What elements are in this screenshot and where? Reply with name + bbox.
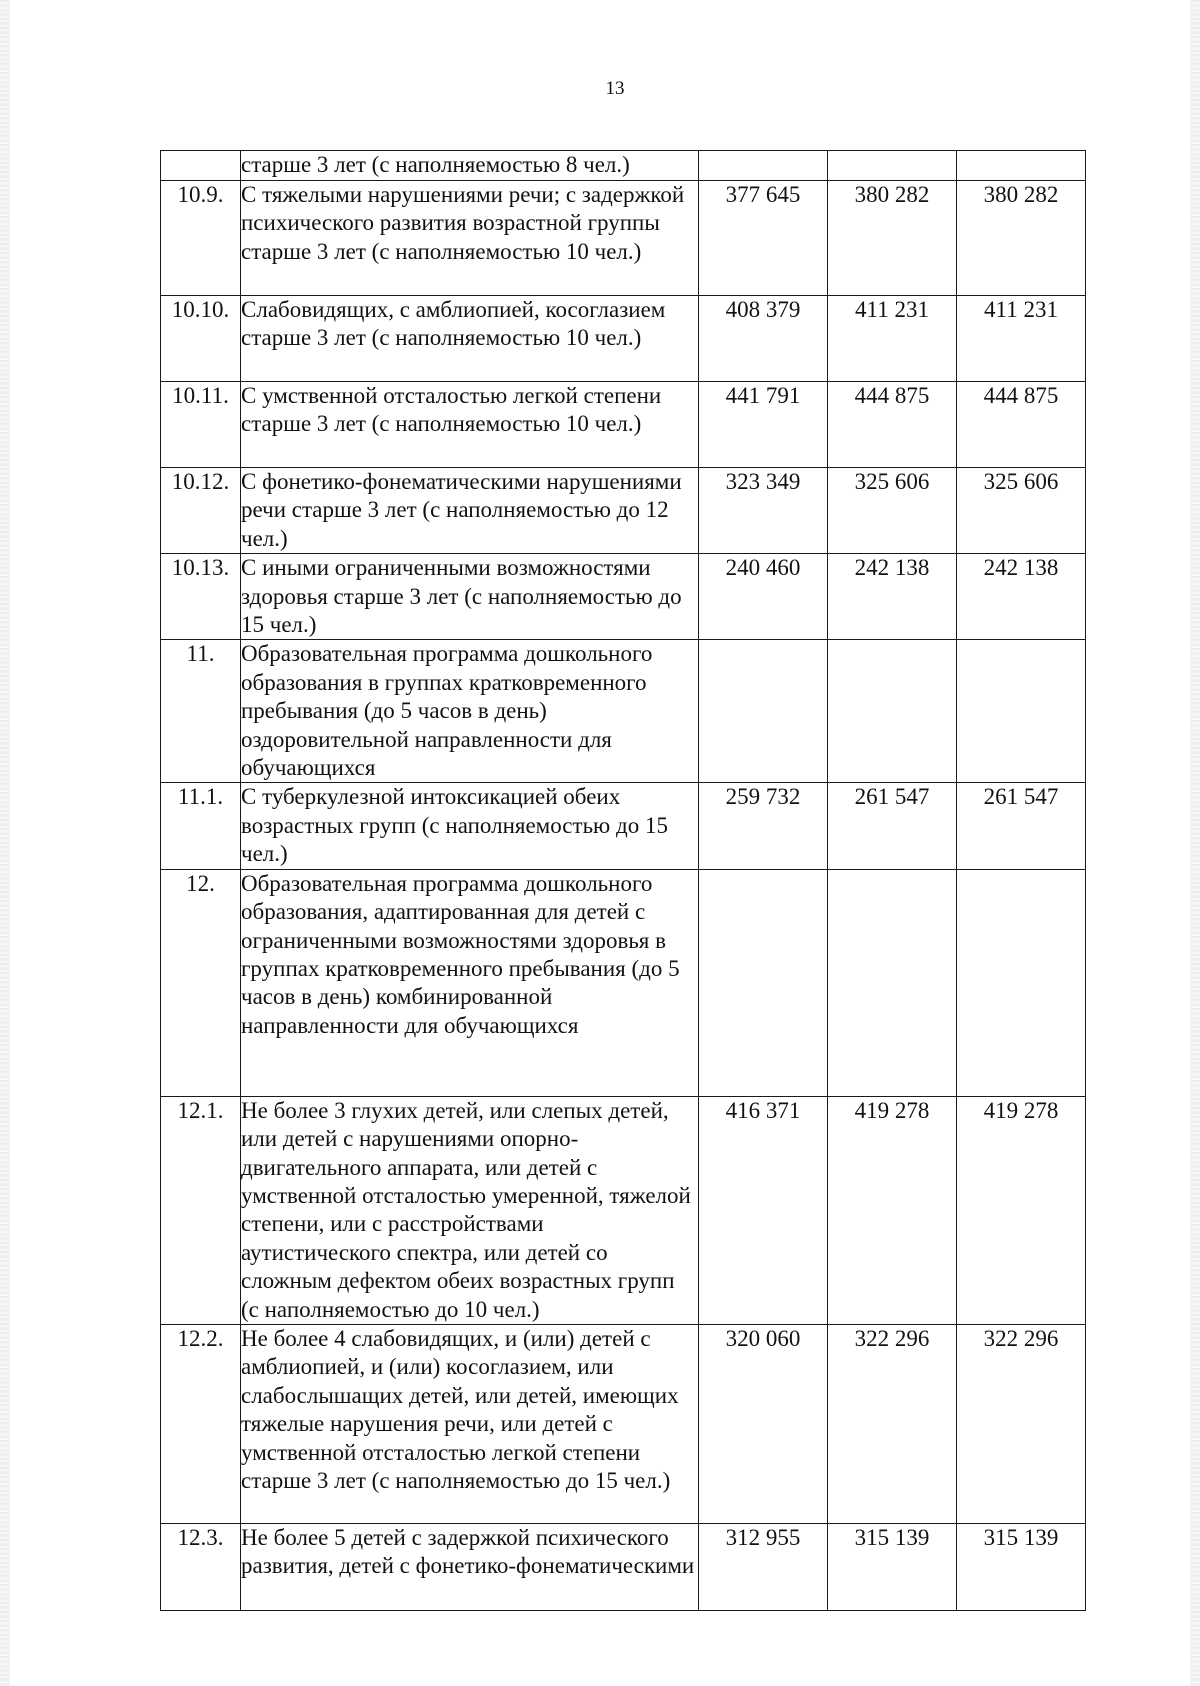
row-number-cell: 11. [161,640,241,783]
row-number-cell: 12.1. [161,1096,241,1324]
value-cell-2: 261 547 [828,783,957,869]
value-cell-3: 380 282 [957,181,1086,296]
value-cell-2 [828,869,957,1096]
table-row [161,151,1086,181]
value-cell-3: 325 606 [957,468,1086,554]
row-description-cell: старше 3 лет (с наполняемостью 8 чел.) [241,151,699,181]
value-cell-1 [699,151,828,181]
table-row [161,640,1086,783]
table-row [161,869,1086,1096]
value-cell-2 [828,151,957,181]
row-number-cell: 10.12. [161,468,241,554]
value-cell-2: 444 875 [828,382,957,468]
value-cell-1: 441 791 [699,382,828,468]
row-number-cell: 10.11. [161,382,241,468]
row-description-cell: С фонетико-фонематическими нарушениями речи старше 3 лет (с наполняемостью до 12 чел.) [241,468,699,554]
row-number-cell: 10.10. [161,296,241,382]
table-row [161,296,1086,382]
row-description-cell: Не более 5 детей с задержкой психического развития, детей с фонетико-фонематическими [241,1523,699,1610]
data-table [160,150,1086,1611]
value-cell-1 [699,869,828,1096]
value-cell-2: 322 296 [828,1324,957,1523]
table-row [161,554,1086,640]
value-cell-1: 377 645 [699,181,828,296]
row-description-cell: Слабовидящих, с амблиопией, косоглазием старше 3 лет (с наполняемостью 10 чел.) [241,296,699,382]
value-cell-1 [699,640,828,783]
table-row [161,1096,1086,1324]
row-number-cell: 11.1. [161,783,241,869]
page-number: 13 [605,78,625,99]
value-cell-3: 261 547 [957,783,1086,869]
value-cell-3: 419 278 [957,1096,1086,1324]
row-description-cell: С умственной отсталостью легкой степени старше 3 лет (с наполняемостью 10 чел.) [241,382,699,468]
value-cell-1: 323 349 [699,468,828,554]
table-row [161,783,1086,869]
row-number-cell: 12.3. [161,1523,241,1610]
table-row [161,1523,1086,1610]
value-cell-2: 325 606 [828,468,957,554]
row-number-cell: 10.9. [161,181,241,296]
value-cell-3 [957,869,1086,1096]
scan-edge-right [1190,0,1200,1686]
value-cell-1: 240 460 [699,554,828,640]
value-cell-1: 408 379 [699,296,828,382]
row-description-cell: Не более 3 глухих детей, или слепых детей, или детей с нарушениями опорно-двигательного аппарата, или детей с умственной отсталостью умеренной, тяжелой степени, или с расстройствами аутистического спектра, или детей со сложным дефектом обеих возрастных групп (с наполняемостью до 10 чел.) [241,1096,699,1324]
scan-edge-left [0,0,10,1686]
table-row [161,468,1086,554]
value-cell-1: 312 955 [699,1523,828,1610]
row-description-cell: Не более 4 слабовидящих, и (или) детей с амблиопией, и (или) косоглазием, или слабослышащих детей, или детей, имеющих тяжелые нарушения речи, или детей с умственной отсталостью легкой степени старше 3 лет (с наполняемостью до 15 чел.) [241,1324,699,1523]
row-description-cell: С туберкулезной интоксикацией обеих возрастных групп (с наполняемостью до 15 чел.) [241,783,699,869]
table-row [161,181,1086,296]
row-number-cell [161,151,241,181]
value-cell-3: 411 231 [957,296,1086,382]
table-row [161,1324,1086,1523]
row-description-cell: Образовательная программа дошкольного образования, адаптированная для детей с ограниченными возможностями здоровья в группах кратковременного пребывания (до 5 часов в день) комбинированной направленности для обучающихся [241,869,699,1096]
row-number-cell: 10.13. [161,554,241,640]
value-cell-2: 315 139 [828,1523,957,1610]
value-cell-1: 416 371 [699,1096,828,1324]
value-cell-2: 380 282 [828,181,957,296]
value-cell-2: 411 231 [828,296,957,382]
value-cell-2: 242 138 [828,554,957,640]
row-number-cell: 12.2. [161,1324,241,1523]
row-description-cell: С тяжелыми нарушениями речи; с задержкой психического развития возрастной группы старше 3 лет (с наполняемостью 10 чел.) [241,181,699,296]
value-cell-2 [828,640,957,783]
value-cell-3 [957,640,1086,783]
value-cell-1: 320 060 [699,1324,828,1523]
row-description-cell: С иными ограниченными возможностями здоровья старше 3 лет (с наполняемостью до 15 чел.) [241,554,699,640]
value-cell-3 [957,151,1086,181]
table-body [161,151,1086,1611]
value-cell-3: 242 138 [957,554,1086,640]
value-cell-3: 315 139 [957,1523,1086,1610]
value-cell-3: 322 296 [957,1324,1086,1523]
row-number-cell: 12. [161,869,241,1096]
row-description-cell: Образовательная программа дошкольного образования в группах кратковременного пребывания (до 5 часов в день) оздоровительной направленности для обучающихся [241,640,699,783]
value-cell-3: 444 875 [957,382,1086,468]
value-cell-2: 419 278 [828,1096,957,1324]
table-row [161,382,1086,468]
value-cell-1: 259 732 [699,783,828,869]
